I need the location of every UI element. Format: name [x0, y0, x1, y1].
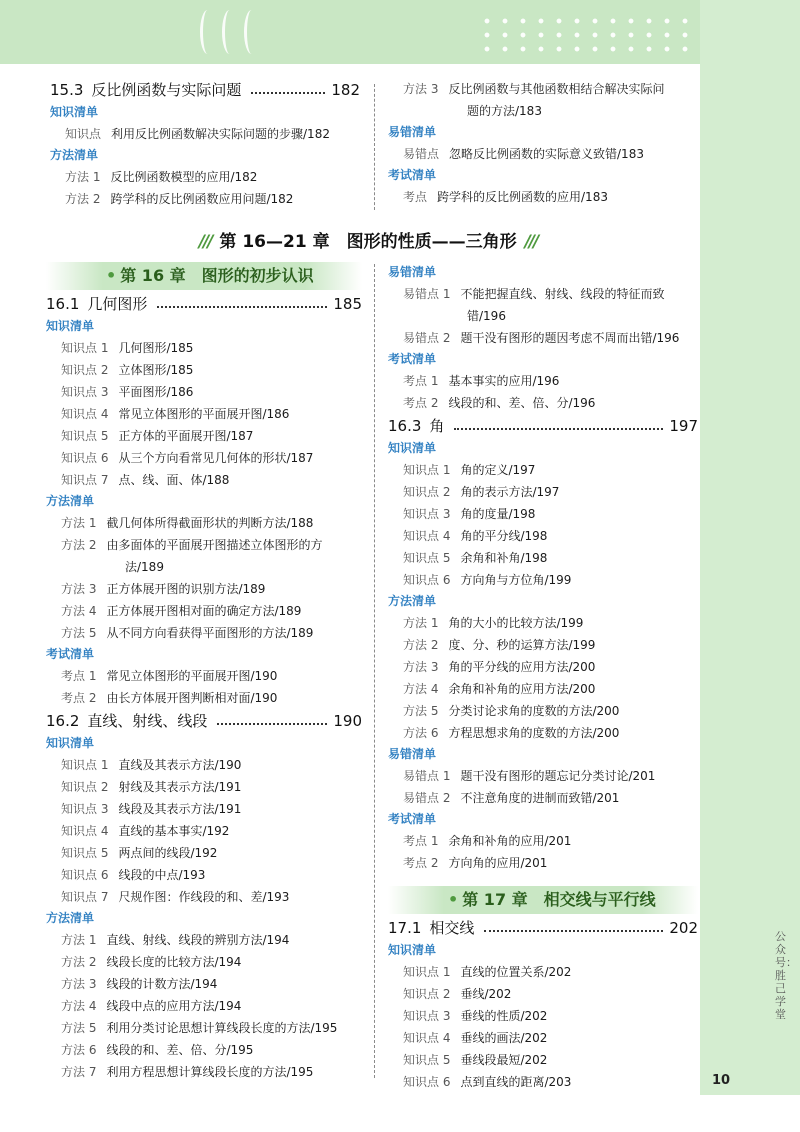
side-watermark-text: 公众号：胜己学堂: [775, 930, 797, 1021]
category-label: 方法清单: [50, 148, 99, 162]
toc-item[interactable]: 知识点 3 线段及其表示方法/191: [61, 802, 242, 816]
category-label: 知识清单: [46, 736, 95, 750]
section-heading[interactable]: 17.1 相交线 202: [388, 919, 698, 937]
category-label: 考试清单: [388, 352, 437, 366]
toc-item[interactable]: 方法 7 利用方程思想计算线段长度的方法/195: [61, 1065, 314, 1079]
column-divider: [374, 264, 375, 1078]
category-label: 知识清单: [50, 105, 99, 119]
toc-item[interactable]: 知识点 6 方向角与方位角/199: [403, 573, 572, 587]
toc-item[interactable]: 易错点 2 题干没有图形的题因考虑不周而出错/196: [403, 331, 680, 345]
left-column: [46, 262, 362, 1083]
toc-item[interactable]: 方法 2 跨学科的反比例函数应用问题/182: [65, 192, 294, 206]
toc-item[interactable]: 知识点 6 点到直线的距离/203: [403, 1075, 572, 1089]
right-column: [388, 262, 698, 1093]
toc-item[interactable]: 考点 2 线段的和、差、倍、分/196: [403, 396, 596, 410]
toc-item-continuation: 错/196: [467, 309, 506, 323]
toc-item[interactable]: 方法 3 角的平分线的应用方法/200: [403, 660, 596, 674]
category-label: 考试清单: [46, 647, 95, 661]
toc-item[interactable]: 方法 1 直线、射线、线段的辨别方法/194: [61, 933, 290, 947]
toc-item[interactable]: 知识点 2 射线及其表示方法/191: [61, 780, 242, 794]
toc-item[interactable]: 考点 2 方向角的应用/201: [403, 856, 548, 870]
toc-item[interactable]: 考点 跨学科的反比例函数的应用/183: [403, 190, 608, 204]
toc-item[interactable]: 知识点 2 垂线/202: [403, 987, 512, 1001]
column-divider: [374, 84, 375, 210]
toc-item[interactable]: 考点 1 常见立体图形的平面展开图/190: [61, 669, 278, 683]
slash-decoration: ///: [198, 232, 212, 252]
toc-item[interactable]: 知识点 6 从三个方向看常见几何体的形状/187: [61, 451, 314, 465]
toc-item[interactable]: 方法 6 线段的和、差、倍、分/195: [61, 1043, 254, 1057]
toc-item[interactable]: 知识点 2 角的表示方法/197: [403, 485, 560, 499]
toc-item[interactable]: 知识点 4 垂线的画法/202: [403, 1031, 548, 1045]
part-banner: [36, 226, 700, 258]
toc-item[interactable]: 方法 2 由多面体的平面展开图描述立体图形的方: [61, 538, 323, 552]
toc-item[interactable]: 方法 4 线段中点的应用方法/194: [61, 999, 242, 1013]
toc-item[interactable]: 易错点 1 不能把握直线、射线、线段的特征而致: [403, 287, 665, 301]
toc-item[interactable]: 知识点 1 几何图形/185: [61, 341, 194, 355]
slash-decoration: ///: [524, 232, 538, 252]
wave-decoration: [200, 10, 215, 54]
page-number: 10: [712, 1073, 731, 1088]
category-label: 知识清单: [388, 441, 437, 455]
toc-item[interactable]: 方法 4 正方体展开图相对面的确定方法/189: [61, 604, 302, 618]
category-label: 知识清单: [388, 943, 437, 957]
toc-item[interactable]: 方法 2 线段长度的比较方法/194: [61, 955, 242, 969]
toc-item[interactable]: 易错点 1 题干没有图形的题忘记分类讨论/201: [403, 769, 656, 783]
toc-item[interactable]: 知识点 4 直线的基本事实/192: [61, 824, 230, 838]
toc-item[interactable]: 考点 2 由长方体展开图判断相对面/190: [61, 691, 278, 705]
toc-item[interactable]: 知识点 4 角的平分线/198: [403, 529, 548, 543]
section-heading[interactable]: 16.1 几何图形 185: [46, 295, 362, 313]
toc-item[interactable]: 方法 4 余角和补角的应用方法/200: [403, 682, 596, 696]
toc-item[interactable]: 知识点 利用反比例函数解决实际问题的步骤/182: [65, 127, 330, 141]
toc-item[interactable]: 方法 3 正方体展开图的识别方法/189: [61, 582, 266, 596]
section-heading[interactable]: [50, 78, 360, 102]
toc-item[interactable]: 易错点 忽略反比例函数的实际意义致错/183: [403, 147, 644, 161]
toc-item-continuation: 法/189: [125, 560, 164, 574]
toc-item[interactable]: 知识点 4 常见立体图形的平面展开图/186: [61, 407, 290, 421]
section-heading[interactable]: 16.2 直线、射线、线段 190: [46, 712, 362, 730]
leader-dots: [484, 930, 663, 932]
toc-item[interactable]: 方法 1 角的大小的比较方法/199: [403, 616, 584, 630]
toc-item[interactable]: 知识点 5 正方体的平面展开图/187: [61, 429, 254, 443]
leader-dots: [454, 428, 663, 430]
category-label: 易错清单: [388, 265, 437, 279]
category-label: 易错清单: [388, 747, 437, 761]
toc-item[interactable]: 方法 2 度、分、秒的运算方法/199: [403, 638, 596, 652]
top-left-column: [50, 78, 360, 210]
toc-item[interactable]: 知识点 3 角的度量/198: [403, 507, 536, 521]
chapter-heading[interactable]: • 第 16 章 图形的初步认识: [46, 262, 362, 290]
toc-item[interactable]: 方法 5 分类讨论求角的度数的方法/200: [403, 704, 620, 718]
toc-item[interactable]: 知识点 1 直线及其表示方法/190: [61, 758, 242, 772]
category-label: 方法清单: [46, 911, 95, 925]
toc-item[interactable]: 知识点 1 角的定义/197: [403, 463, 536, 477]
toc-item[interactable]: 考点 1 余角和补角的应用/201: [403, 834, 572, 848]
toc-item[interactable]: 知识点 5 两点间的线段/192: [61, 846, 218, 860]
section-page: 182: [331, 81, 360, 99]
toc-item[interactable]: 知识点 3 平面图形/186: [61, 385, 194, 399]
dot-pattern-decoration: [478, 14, 708, 54]
section-number: 15.3: [50, 81, 84, 99]
toc-item[interactable]: 方法 6 方程思想求角的度数的方法/200: [403, 726, 620, 740]
toc-item[interactable]: 知识点 5 余角和补角/198: [403, 551, 548, 565]
toc-item[interactable]: 方法 5 从不同方向看获得平面图形的方法/189: [61, 626, 314, 640]
category-label: 知识清单: [46, 319, 95, 333]
toc-item[interactable]: 知识点 7 点、线、面、体/188: [61, 473, 230, 487]
toc-item[interactable]: 知识点 7 尺规作图：作线段的和、差/193: [61, 890, 290, 904]
section-heading[interactable]: 16.3 角 197: [388, 417, 698, 435]
wave-decoration: [244, 10, 259, 54]
toc-item[interactable]: 知识点 5 垂线段最短/202: [403, 1053, 548, 1067]
toc-item[interactable]: 考点 1 基本事实的应用/196: [403, 374, 560, 388]
category-label: 方法清单: [46, 494, 95, 508]
leader-dots: [157, 306, 327, 308]
toc-item[interactable]: 方法 5 利用分类讨论思想计算线段长度的方法/195: [61, 1021, 338, 1035]
toc-item[interactable]: 知识点 2 立体图形/185: [61, 363, 194, 377]
toc-item[interactable]: 方法 1 反比例函数模型的应用/182: [65, 170, 258, 184]
section-title: 反比例函数与实际问题: [91, 81, 242, 99]
part-title: 第 16—21 章 图形的性质——三角形: [219, 232, 517, 252]
category-label: 易错清单: [388, 125, 437, 139]
header-band: [0, 0, 800, 64]
toc-item[interactable]: 方法 3 反比例函数与其他函数相结合解决实际问 题的方法/183: [403, 82, 665, 118]
toc-item[interactable]: 知识点 3 垂线的性质/202: [403, 1009, 548, 1023]
toc-item[interactable]: 知识点 1 直线的位置关系/202: [403, 965, 572, 979]
category-label: 考试清单: [388, 812, 437, 826]
wave-decoration: [222, 10, 237, 54]
toc-item[interactable]: 知识点 6 线段的中点/193: [61, 868, 206, 882]
toc-item[interactable]: 易错点 2 不注意角度的进制而致错/201: [403, 791, 620, 805]
leader-dots: [217, 723, 327, 725]
toc-item[interactable]: 方法 3 线段的计数方法/194: [61, 977, 218, 991]
category-label: 方法清单: [388, 594, 437, 608]
category-label: 考试清单: [388, 168, 437, 182]
top-right-column: [388, 78, 698, 208]
chapter-heading[interactable]: • 第 17 章 相交线与平行线: [388, 886, 698, 914]
leader-dots: [251, 92, 325, 94]
toc-item[interactable]: 方法 1 截几何体所得截面形状的判断方法/188: [61, 516, 314, 530]
